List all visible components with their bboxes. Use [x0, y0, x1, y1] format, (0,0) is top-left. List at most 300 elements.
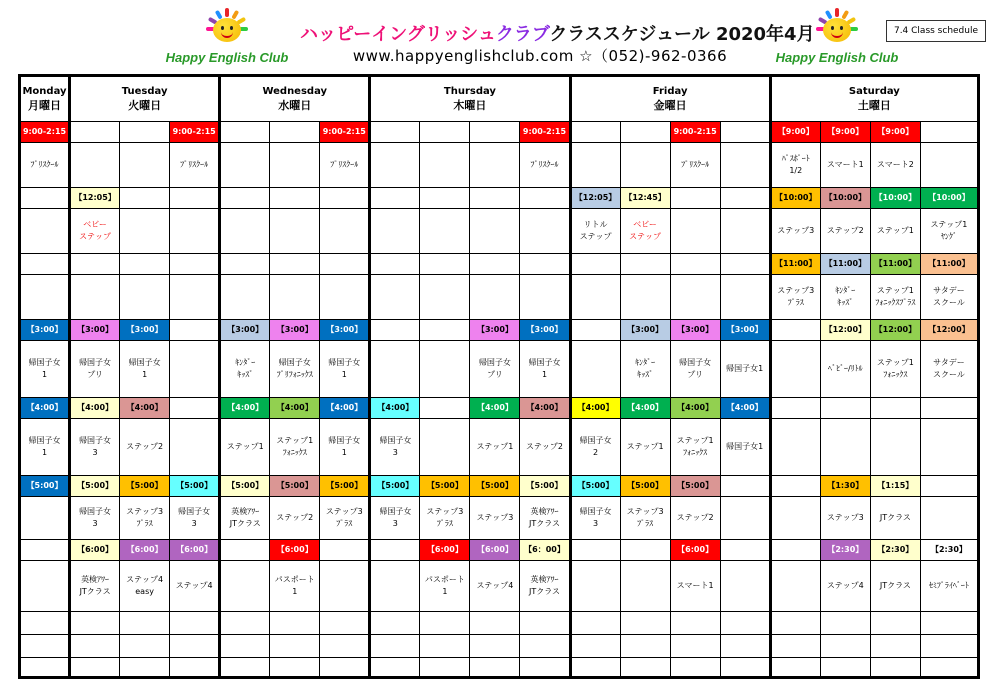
class-name-cell: ステップ1 ﾌｫﾆｯｸｽ — [670, 419, 720, 476]
empty-cell — [220, 254, 270, 275]
empty-cell — [920, 476, 978, 497]
class-name-cell: ベビー ステップ — [70, 209, 120, 254]
time-slot-cell: 【6:00】 — [670, 540, 720, 561]
class-name-cell: ステップ1 ﾔﾝｸﾞ — [920, 209, 978, 254]
empty-cell — [20, 209, 70, 254]
schedule-row — [20, 561, 979, 612]
empty-cell — [320, 635, 370, 658]
class-name-cell: ステップ2 — [820, 209, 870, 254]
empty-cell — [170, 341, 220, 398]
class-name-cell: ステップ4 — [820, 561, 870, 612]
class-name-cell: ステップ4 — [170, 561, 220, 612]
empty-cell — [20, 254, 70, 275]
class-name-cell: ｷﾝﾀﾞｰ ｷｯｽﾞ — [820, 275, 870, 320]
empty-cell — [120, 188, 170, 209]
empty-cell — [420, 275, 470, 320]
class-name-cell: ｷﾝﾀﾞｰ ｷｯｽﾞ — [220, 341, 270, 398]
empty-cell — [720, 497, 770, 540]
class-name-cell: 帰国子女 1 — [320, 419, 370, 476]
time-slot-cell: 9:00-2:15 — [320, 122, 370, 143]
time-slot-cell: 【9:00】 — [820, 122, 870, 143]
class-name-cell: JTクラス — [870, 497, 920, 540]
class-name-cell: ステップ1 ﾌｫﾆｯｸｽ — [870, 341, 920, 398]
time-slot-cell: 【5:00】 — [270, 476, 320, 497]
class-name-cell: ステップ2 — [670, 497, 720, 540]
empty-cell — [420, 658, 470, 678]
class-name-cell: 帰国子女 1 — [20, 341, 70, 398]
schedule-row — [20, 635, 979, 658]
empty-cell — [520, 612, 570, 635]
empty-cell — [720, 635, 770, 658]
empty-cell — [920, 122, 978, 143]
empty-cell — [370, 275, 420, 320]
time-slot-cell: 【3:00】 — [20, 320, 70, 341]
schedule-row — [20, 419, 979, 476]
empty-cell — [620, 612, 670, 635]
empty-cell — [220, 188, 270, 209]
empty-cell — [270, 275, 320, 320]
brand-name: Happy English Club — [165, 50, 289, 65]
time-slot-cell: 【4:00】 — [720, 398, 770, 419]
time-slot-cell: 【11:00】 — [920, 254, 978, 275]
empty-cell — [570, 254, 620, 275]
schedule-row — [20, 254, 979, 275]
empty-cell — [170, 254, 220, 275]
empty-cell — [170, 209, 220, 254]
empty-cell — [920, 635, 978, 658]
empty-cell — [220, 143, 270, 188]
day-header-wednesday — [220, 76, 370, 122]
empty-cell — [770, 419, 820, 476]
empty-cell — [70, 635, 120, 658]
time-slot-cell: 【4:00】 — [470, 398, 520, 419]
empty-cell — [470, 635, 520, 658]
empty-cell — [370, 254, 420, 275]
empty-cell — [570, 341, 620, 398]
empty-cell — [520, 635, 570, 658]
empty-cell — [120, 275, 170, 320]
empty-cell — [470, 122, 520, 143]
class-name-cell: ﾌﾟﾘｽｸｰﾙ — [320, 143, 370, 188]
class-name-cell: 帰国子女 1 — [320, 341, 370, 398]
empty-cell — [270, 188, 320, 209]
empty-cell — [320, 188, 370, 209]
page-title — [300, 20, 815, 46]
title-part-3: クラススケジュール 2020年4月 — [549, 24, 815, 45]
empty-cell — [120, 122, 170, 143]
empty-cell — [570, 561, 620, 612]
empty-cell — [570, 540, 620, 561]
schedule-row — [20, 341, 979, 398]
empty-cell — [320, 612, 370, 635]
class-name-cell: 英検ｱﾜｰ JTクラス — [520, 561, 570, 612]
empty-cell — [820, 612, 870, 635]
class-name-cell: サタデー スクール — [920, 341, 978, 398]
empty-cell — [220, 540, 270, 561]
class-name-cell: 帰国子女 1 — [120, 341, 170, 398]
time-slot-cell: 【5:00】 — [370, 476, 420, 497]
empty-cell — [620, 561, 670, 612]
time-slot-cell: 【2:30】 — [920, 540, 978, 561]
class-name-cell: ﾍﾞﾋﾞｰ/ﾘﾄﾙ — [820, 341, 870, 398]
time-slot-cell: 【12:05】 — [570, 188, 620, 209]
empty-cell — [720, 275, 770, 320]
empty-cell — [120, 658, 170, 678]
empty-cell — [620, 254, 670, 275]
schedule-row — [20, 398, 979, 419]
empty-cell — [370, 635, 420, 658]
empty-cell — [770, 635, 820, 658]
empty-cell — [320, 275, 370, 320]
day-header-saturday — [770, 76, 978, 122]
day-header-tuesday — [70, 76, 220, 122]
empty-cell — [520, 188, 570, 209]
time-slot-cell: 【2:30】 — [870, 540, 920, 561]
day-name-jp: 木曜日 — [453, 99, 487, 112]
title-part-2: クラブ — [495, 24, 550, 45]
empty-cell — [670, 635, 720, 658]
schedule-row — [20, 275, 979, 320]
time-slot-cell: 【5:00】 — [120, 476, 170, 497]
empty-cell — [770, 658, 820, 678]
empty-cell — [770, 497, 820, 540]
class-name-cell: ステップ1 ﾌｫﾆｯｸｽﾌﾟﾗｽ — [870, 275, 920, 320]
time-slot-cell: 【3:00】 — [720, 320, 770, 341]
time-slot-cell: 【3:00】 — [670, 320, 720, 341]
time-slot-cell: 【4:00】 — [120, 398, 170, 419]
empty-cell — [820, 635, 870, 658]
class-name-cell: ｾﾐﾌﾟﾗｲﾍﾞｰﾄ — [920, 561, 978, 612]
empty-cell — [570, 275, 620, 320]
empty-cell — [420, 398, 470, 419]
empty-cell — [470, 658, 520, 678]
day-name-en: Wednesday — [262, 86, 328, 97]
class-name-cell: リトル ステップ — [570, 209, 620, 254]
empty-cell — [470, 612, 520, 635]
time-slot-cell: 【1:15】 — [870, 476, 920, 497]
empty-cell — [220, 275, 270, 320]
empty-cell — [220, 612, 270, 635]
class-name-cell: サタデー スクール — [920, 275, 978, 320]
class-name-cell: 帰国子女 3 — [70, 419, 120, 476]
class-name-cell: 帰国子女 プリ — [670, 341, 720, 398]
class-name-cell: ステップ1 — [470, 419, 520, 476]
class-name-cell: 英検ｱﾜｰ JTクラス — [70, 561, 120, 612]
class-name-cell: ステップ3 ﾌﾟﾗｽ — [420, 497, 470, 540]
time-slot-cell: 【1:30】 — [820, 476, 870, 497]
class-name-cell: ステップ3 — [820, 497, 870, 540]
empty-cell — [570, 122, 620, 143]
class-name-cell: 帰国子女 1 — [520, 341, 570, 398]
empty-cell — [870, 612, 920, 635]
time-slot-cell: 9:00-2:15 — [20, 122, 70, 143]
time-slot-cell: 【5:00】 — [20, 476, 70, 497]
empty-cell — [920, 658, 978, 678]
class-name-cell: 帰国子女 ﾌﾟﾘﾌｫﾆｯｸｽ — [270, 341, 320, 398]
class-name-cell: ステップ4 — [470, 561, 520, 612]
contact-line: www.happyenglishclub.com ☆（052)-962-0366 — [352, 47, 728, 65]
time-slot-cell: 【6:00】 — [70, 540, 120, 561]
empty-cell — [20, 612, 70, 635]
empty-cell — [920, 612, 978, 635]
time-slot-cell: 【3:00】 — [320, 320, 370, 341]
empty-cell — [720, 209, 770, 254]
empty-cell — [170, 275, 220, 320]
empty-cell — [220, 561, 270, 612]
class-name-cell: ステップ2 — [520, 419, 570, 476]
empty-cell — [70, 122, 120, 143]
empty-cell — [370, 540, 420, 561]
time-slot-cell: 【4:00】 — [220, 398, 270, 419]
empty-cell — [720, 658, 770, 678]
time-slot-cell: 【3:00】 — [70, 320, 120, 341]
class-name-cell: ステップ3 ﾌﾟﾗｽ — [770, 275, 820, 320]
empty-cell — [570, 612, 620, 635]
empty-cell — [20, 497, 70, 540]
schedule-row — [20, 209, 979, 254]
day-name-jp: 水曜日 — [278, 99, 312, 112]
class-name-cell: ステップ3 ﾌﾟﾗｽ — [620, 497, 670, 540]
schedule-row — [20, 143, 979, 188]
time-slot-cell: 【10:00】 — [770, 188, 820, 209]
empty-cell — [670, 658, 720, 678]
time-slot-cell: 【10:00】 — [870, 188, 920, 209]
class-name-cell: ステップ1 — [220, 419, 270, 476]
empty-cell — [470, 209, 520, 254]
time-slot-cell: 【5:00】 — [670, 476, 720, 497]
empty-cell — [70, 612, 120, 635]
empty-cell — [620, 143, 670, 188]
empty-cell — [920, 143, 978, 188]
class-name-cell: 英検ｱﾜｰ JTクラス — [220, 497, 270, 540]
sun-logo-icon — [807, 8, 867, 50]
empty-cell — [320, 561, 370, 612]
empty-cell — [420, 188, 470, 209]
empty-cell — [420, 254, 470, 275]
empty-cell — [620, 635, 670, 658]
class-name-cell: 帰国子女 2 — [570, 419, 620, 476]
empty-cell — [270, 209, 320, 254]
empty-cell — [70, 254, 120, 275]
time-slot-cell: 【4:00】 — [20, 398, 70, 419]
empty-cell — [770, 398, 820, 419]
time-slot-cell: 【6:00】 — [120, 540, 170, 561]
time-slot-cell: 【3:00】 — [270, 320, 320, 341]
class-name-cell: 帰国子女1 — [720, 341, 770, 398]
empty-cell — [670, 612, 720, 635]
day-name-jp: 火曜日 — [128, 99, 162, 112]
empty-cell — [520, 254, 570, 275]
empty-cell — [370, 612, 420, 635]
empty-cell — [470, 143, 520, 188]
empty-cell — [420, 143, 470, 188]
time-slot-cell: 【4:00】 — [570, 398, 620, 419]
class-name-cell: パスポート 1 — [420, 561, 470, 612]
empty-cell — [420, 122, 470, 143]
empty-cell — [270, 143, 320, 188]
empty-cell — [870, 658, 920, 678]
class-name-cell: スマート1 — [820, 143, 870, 188]
empty-cell — [820, 658, 870, 678]
empty-cell — [620, 122, 670, 143]
empty-cell — [420, 635, 470, 658]
time-slot-cell: 【11:00】 — [820, 254, 870, 275]
empty-cell — [370, 209, 420, 254]
time-slot-cell: 【5:00】 — [170, 476, 220, 497]
empty-cell — [920, 497, 978, 540]
time-slot-cell: 【3:00】 — [220, 320, 270, 341]
day-name-en: Tuesday — [121, 86, 168, 97]
class-name-cell: ステップ1 ﾌｫﾆｯｸｽ — [270, 419, 320, 476]
time-slot-cell: 【10:00】 — [820, 188, 870, 209]
time-slot-cell: 【4:00】 — [70, 398, 120, 419]
empty-cell — [370, 341, 420, 398]
class-name-cell: パスポート 1 — [270, 561, 320, 612]
empty-cell — [120, 635, 170, 658]
schedule-row — [20, 476, 979, 497]
class-name-cell: ﾊﾟｽﾎﾟｰﾄ 1/2 — [770, 143, 820, 188]
empty-cell — [120, 254, 170, 275]
empty-cell — [470, 275, 520, 320]
time-slot-cell: 【9:00】 — [870, 122, 920, 143]
class-name-cell: ﾌﾟﾘｽｸｰﾙ — [520, 143, 570, 188]
empty-cell — [720, 612, 770, 635]
class-name-cell: ステップ1 — [620, 419, 670, 476]
class-name-cell: 帰国子女 3 — [170, 497, 220, 540]
empty-cell — [720, 254, 770, 275]
empty-cell — [270, 635, 320, 658]
empty-cell — [770, 341, 820, 398]
empty-cell — [570, 143, 620, 188]
empty-cell — [20, 561, 70, 612]
class-name-cell: ステップ4 easy — [120, 561, 170, 612]
title-part-1: ハッピーイングリッシュ — [300, 24, 496, 45]
class-name-cell: ベビー ステップ — [620, 209, 670, 254]
empty-cell — [420, 341, 470, 398]
empty-cell — [70, 275, 120, 320]
schedule-table — [18, 74, 980, 679]
empty-cell — [70, 658, 120, 678]
empty-cell — [370, 188, 420, 209]
empty-cell — [170, 612, 220, 635]
empty-cell — [170, 635, 220, 658]
class-name-cell: ステップ2 — [270, 497, 320, 540]
empty-cell — [370, 143, 420, 188]
empty-cell — [120, 612, 170, 635]
class-name-cell: 帰国子女 3 — [370, 497, 420, 540]
time-slot-cell: 【3:00】 — [520, 320, 570, 341]
empty-cell — [720, 540, 770, 561]
time-slot-cell: 【4:00】 — [520, 398, 570, 419]
class-name-cell: 帰国子女 3 — [70, 497, 120, 540]
empty-cell — [520, 658, 570, 678]
empty-cell — [420, 209, 470, 254]
empty-cell — [920, 419, 978, 476]
time-slot-cell: 【3:00】 — [470, 320, 520, 341]
class-name-cell: ﾌﾟﾘｽｸｰﾙ — [20, 143, 70, 188]
schedule-row — [20, 540, 979, 561]
empty-cell — [670, 254, 720, 275]
empty-cell — [670, 275, 720, 320]
empty-cell — [270, 658, 320, 678]
day-name-en: Friday — [652, 86, 688, 97]
class-name-cell: ﾌﾟﾘｽｸｰﾙ — [670, 143, 720, 188]
empty-cell — [70, 143, 120, 188]
time-slot-cell: 【11:00】 — [770, 254, 820, 275]
empty-cell — [220, 209, 270, 254]
time-slot-cell: 【5:00】 — [420, 476, 470, 497]
time-slot-cell: 【10:00】 — [920, 188, 978, 209]
empty-cell — [170, 398, 220, 419]
time-slot-cell: 【5:00】 — [220, 476, 270, 497]
empty-cell — [420, 419, 470, 476]
empty-cell — [770, 320, 820, 341]
empty-cell — [170, 320, 220, 341]
empty-cell — [720, 188, 770, 209]
class-name-cell: 英検ｱﾜｰ JTクラス — [520, 497, 570, 540]
time-slot-cell: 【6:00】 — [470, 540, 520, 561]
day-name-jp: 月曜日 — [28, 99, 62, 112]
empty-cell — [520, 209, 570, 254]
class-name-cell: ﾌﾟﾘｽｸｰﾙ — [170, 143, 220, 188]
empty-cell — [570, 635, 620, 658]
empty-cell — [20, 275, 70, 320]
empty-cell — [770, 540, 820, 561]
empty-cell — [570, 320, 620, 341]
time-slot-cell: 9:00-2:15 — [520, 122, 570, 143]
time-slot-cell: 【2:30】 — [820, 540, 870, 561]
time-slot-cell: 【4:00】 — [270, 398, 320, 419]
empty-cell — [20, 635, 70, 658]
day-name-en: Thursday — [443, 86, 496, 97]
empty-cell — [670, 209, 720, 254]
class-name-cell: ステップ3 — [770, 209, 820, 254]
empty-cell — [670, 188, 720, 209]
empty-cell — [270, 612, 320, 635]
time-slot-cell: 【12:45】 — [620, 188, 670, 209]
class-name-cell: ｷﾝﾀﾞｰ ｷｯｽﾞ — [620, 341, 670, 398]
empty-cell — [320, 658, 370, 678]
empty-cell — [870, 635, 920, 658]
day-header-friday — [570, 76, 770, 122]
day-name-jp: 金曜日 — [653, 99, 687, 112]
empty-cell — [270, 122, 320, 143]
class-name-cell: スマート2 — [870, 143, 920, 188]
empty-cell — [370, 561, 420, 612]
time-slot-cell: 【5:00】 — [520, 476, 570, 497]
empty-cell — [720, 143, 770, 188]
empty-cell — [520, 275, 570, 320]
class-name-cell: JTクラス — [870, 561, 920, 612]
time-slot-cell: 【6:00】 — [170, 540, 220, 561]
class-name-cell: スマート1 — [670, 561, 720, 612]
schedule-row — [20, 122, 979, 143]
empty-cell — [470, 254, 520, 275]
empty-cell — [770, 612, 820, 635]
empty-cell — [20, 188, 70, 209]
time-slot-cell: 【9:00】 — [770, 122, 820, 143]
empty-cell — [720, 122, 770, 143]
time-slot-cell: 【4:00】 — [670, 398, 720, 419]
time-slot-cell: 【12:00】 — [920, 320, 978, 341]
document-code: 7.4 Class schedule — [886, 20, 986, 42]
time-slot-cell: 【12:05】 — [70, 188, 120, 209]
time-slot-cell: 【5:00】 — [620, 476, 670, 497]
empty-cell — [870, 398, 920, 419]
class-name-cell: ステップ3 ﾌﾟﾗｽ — [120, 497, 170, 540]
schedule-row — [20, 188, 979, 209]
empty-cell — [20, 540, 70, 561]
